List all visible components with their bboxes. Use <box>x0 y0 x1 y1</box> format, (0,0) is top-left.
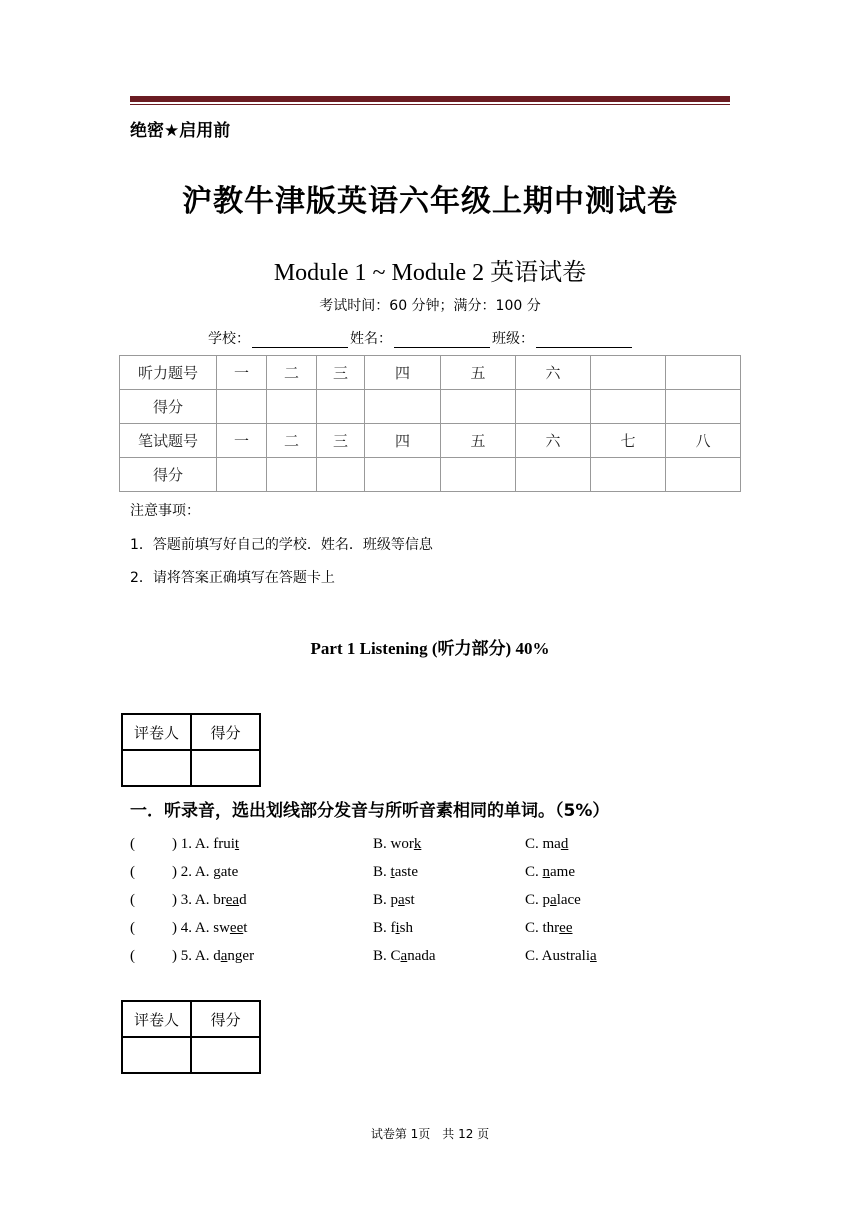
col-header: 二 <box>267 356 317 390</box>
grader-score-cell[interactable] <box>191 750 260 786</box>
option-c: C. three <box>525 920 573 936</box>
score-cell[interactable] <box>666 390 741 424</box>
grader-score-label: 得分 <box>191 714 260 750</box>
question-row <box>130 864 730 888</box>
page-subtitle: Module 1 ~ Module 2 英语试卷 <box>273 260 587 286</box>
option-b: B. taste <box>373 864 419 880</box>
answer-paren[interactable]: ( <box>130 864 135 880</box>
score-cell[interactable] <box>591 458 666 492</box>
written-row <box>120 424 741 458</box>
grader-label: 评卷人 <box>122 1001 191 1037</box>
option-b: B. past <box>373 892 415 908</box>
option-b: B. Canada <box>373 948 436 964</box>
option-b: B. work <box>373 836 422 852</box>
col-header <box>591 356 666 390</box>
option-c: C. mad <box>525 836 569 852</box>
score-cell[interactable] <box>591 390 666 424</box>
header-rule <box>130 96 730 102</box>
col-header <box>666 356 741 390</box>
col-header: 三 <box>317 424 365 458</box>
score-cell[interactable] <box>666 458 741 492</box>
col-header: 六 <box>516 356 591 390</box>
score-cell[interactable] <box>365 390 441 424</box>
class-blank[interactable] <box>536 333 632 348</box>
notice-item: 2．请将答案正确填写在答题卡上 <box>130 570 335 586</box>
question-row <box>130 948 730 972</box>
page-title: 沪教牛津版英语六年级上期中测试卷 <box>182 184 678 219</box>
col-header: 二 <box>267 424 317 458</box>
page-footer: 试卷第 1页 共 12 页 <box>370 1127 490 1141</box>
col-header: 七 <box>591 424 666 458</box>
score-cell[interactable] <box>365 458 441 492</box>
listening-score-row <box>120 390 741 424</box>
option-a: ) 2. A. gate <box>172 864 239 880</box>
answer-paren[interactable]: ( <box>130 836 135 852</box>
part-title: Part 1 Listening (听力部分) 40% <box>310 639 550 658</box>
col-header: 一 <box>217 424 267 458</box>
option-a: ) 5. A. danger <box>172 948 255 964</box>
school-blank[interactable] <box>252 333 348 348</box>
written-label: 笔试题号 <box>120 424 217 458</box>
score-cell[interactable] <box>267 458 317 492</box>
score-cell[interactable] <box>441 390 516 424</box>
grader-box <box>121 713 261 787</box>
score-cell[interactable] <box>516 458 591 492</box>
answer-paren[interactable]: ( <box>130 948 135 964</box>
score-cell[interactable] <box>317 458 365 492</box>
notice-title: 注意事项： <box>130 503 200 519</box>
secret-label: 绝密★启用前 <box>130 121 231 141</box>
name-label: 姓名： <box>350 331 392 347</box>
grader-cell[interactable] <box>122 750 191 786</box>
score-cell[interactable] <box>516 390 591 424</box>
score-cell[interactable] <box>317 390 365 424</box>
col-header: 五 <box>441 356 516 390</box>
question-row <box>130 920 730 944</box>
option-a: ) 4. A. sweet <box>172 920 248 936</box>
score-cell[interactable] <box>441 458 516 492</box>
col-header: 四 <box>365 424 441 458</box>
option-c: C. Australia <box>525 948 597 964</box>
header-rule-thin <box>130 104 730 105</box>
col-header: 三 <box>317 356 365 390</box>
grader-score-label: 得分 <box>191 1001 260 1037</box>
grader-score-cell[interactable] <box>191 1037 260 1073</box>
option-c: C. name <box>525 864 575 880</box>
exam-info: 考试时间：60 分钟；满分：100 分 <box>319 298 541 314</box>
listening-label: 听力题号 <box>120 356 217 390</box>
answer-paren[interactable]: ( <box>130 892 135 908</box>
grader-cell[interactable] <box>122 1037 191 1073</box>
notice-item: 1．答题前填写好自己的学校．姓名．班级等信息 <box>130 537 433 553</box>
school-label: 学校： <box>208 331 250 347</box>
listening-row <box>120 356 741 390</box>
score-cell[interactable] <box>217 390 267 424</box>
question-row <box>130 892 730 916</box>
score-label: 得分 <box>120 390 217 424</box>
student-info <box>208 328 634 348</box>
question-row <box>130 836 730 860</box>
col-header: 八 <box>666 424 741 458</box>
col-header: 一 <box>217 356 267 390</box>
col-header: 五 <box>441 424 516 458</box>
answer-paren[interactable]: ( <box>130 920 135 936</box>
grader-box <box>121 1000 261 1074</box>
grader-label: 评卷人 <box>122 714 191 750</box>
option-c: C. palace <box>525 892 581 908</box>
written-score-row <box>120 458 741 492</box>
col-header: 六 <box>516 424 591 458</box>
class-label: 班级： <box>492 331 534 347</box>
option-a: ) 1. A. fruit <box>172 836 240 852</box>
score-cell[interactable] <box>267 390 317 424</box>
score-label: 得分 <box>120 458 217 492</box>
option-a: ) 3. A. bread <box>172 892 247 908</box>
col-header: 四 <box>365 356 441 390</box>
option-b: B. fish <box>373 920 414 936</box>
section-title: 一．听录音，选出划线部分发音与所听音素相同的单词。（5%） <box>130 801 610 821</box>
name-blank[interactable] <box>394 333 490 348</box>
score-table <box>119 355 741 492</box>
score-cell[interactable] <box>217 458 267 492</box>
